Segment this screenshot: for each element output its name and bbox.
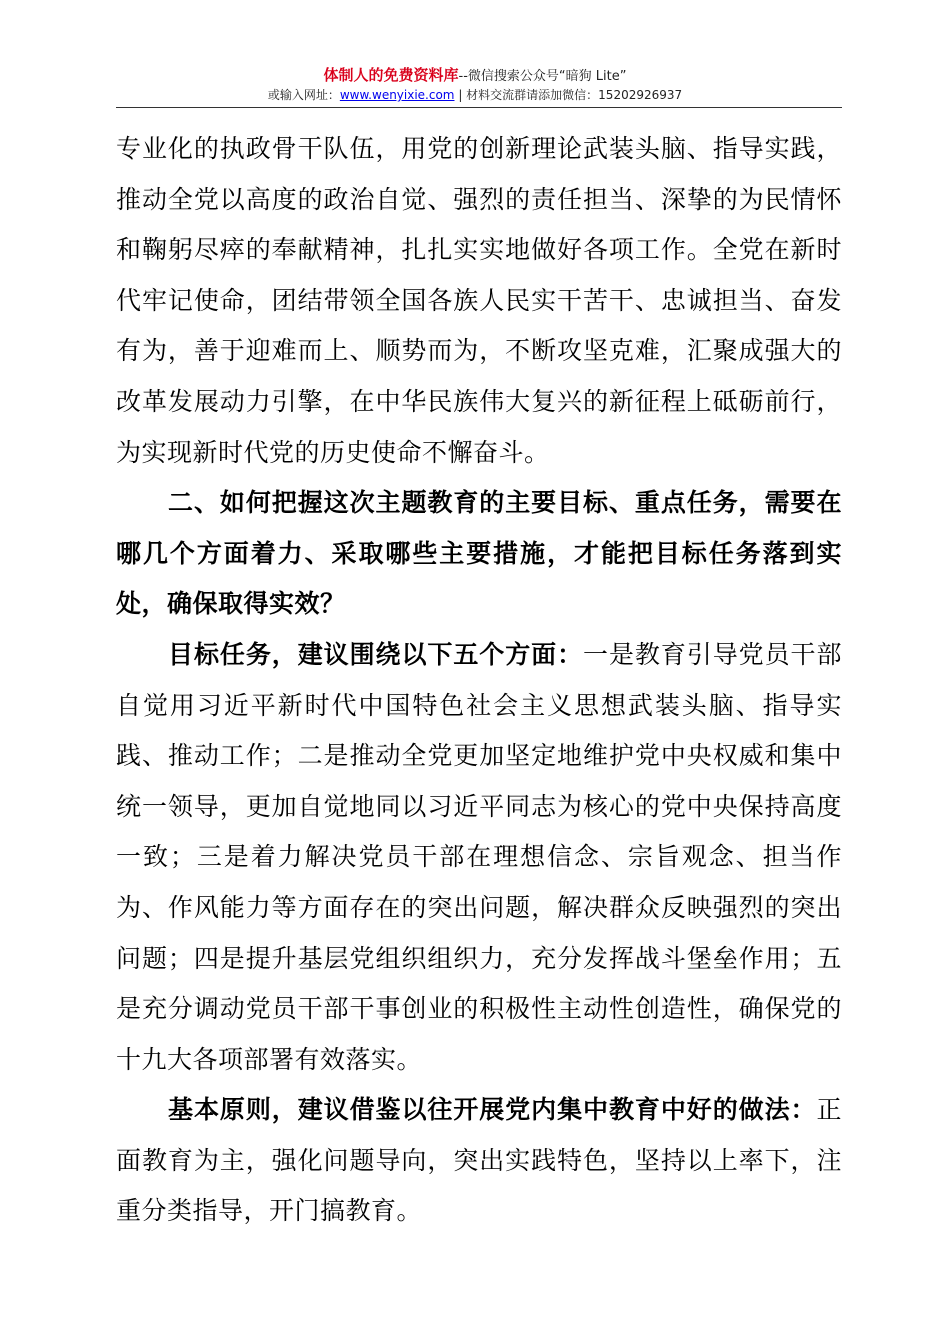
- paragraph-principles: [116, 1085, 842, 1237]
- header-tagline: --微信搜索公众号“暗狗 Lite”: [458, 69, 627, 84]
- header-brand: 体制人的免费资料库: [323, 66, 459, 84]
- principles-text: 正面教育为主，强化问题导向，突出实践特色，坚持以上率下，注重分类指导，开门搞教育。: [116, 1095, 842, 1226]
- section-heading-2: 二、如何把握这次主题教育的主要目标、重点任务，需要在哪几个方面着力、采取哪些主要措施，才能把目标任务落到实处，确保取得实效？: [116, 488, 842, 619]
- header-line-1: [0, 66, 950, 86]
- page-header: [0, 66, 950, 104]
- document-body: [116, 124, 842, 1237]
- principles-lead: 基本原则，建议借鉴以往开展党内集中教育中好的做法：: [168, 1095, 817, 1125]
- header-contact: | 材料交流群请添加微信：15202926937: [454, 88, 683, 102]
- header-divider: [116, 107, 842, 108]
- objectives-lead: 目标任务，建议围绕以下五个方面：: [168, 639, 584, 669]
- header-line-2: [0, 87, 950, 104]
- paragraph-1: 专业化的执政骨干队伍，用党的创新理论武装头脑、指导实践，推动全党以高度的政治自觉、强烈的责任担当、深挚的为民情怀和鞠躬尽瘁的奉献精神，扎扎实实地做好各项工作。全党在新时代牢记使命，团结带领全国各族人民实干苦干、忠诚担当、奋发有为，善于迎难而上、顺势而为，不断攻坚克难，汇聚成强大的改革发展动力引擎，在中华民族伟大复兴的新征程上砥砺前行，为实现新时代党的历史使命不懈奋斗。: [116, 134, 842, 467]
- header-url-link[interactable]: www.wenyixie.com: [339, 88, 455, 102]
- paragraph-objectives: [116, 630, 842, 1085]
- objectives-text: 一是教育引导党员干部自觉用习近平新时代中国特色社会主义思想武装头脑、指导实践、推动工作；二是推动全党更加坚定地维护党中央权威和集中统一领导，更加自觉地同以习近平同志为核心的党中央保持高度一致；三是着力解决党员干部在理想信念、宗旨观念、担当作为、作风能力等方面存在的突出问题，解决群众反映强烈的突出问题；四是提升基层党组织组织力，充分发挥战斗堡垒作用；五是充分调动党员干部干事创业的积极性主动性创造性，确保党的十九大各项部署有效落实。: [116, 639, 842, 1074]
- header-url-prefix: 或输入网址：: [267, 88, 340, 102]
